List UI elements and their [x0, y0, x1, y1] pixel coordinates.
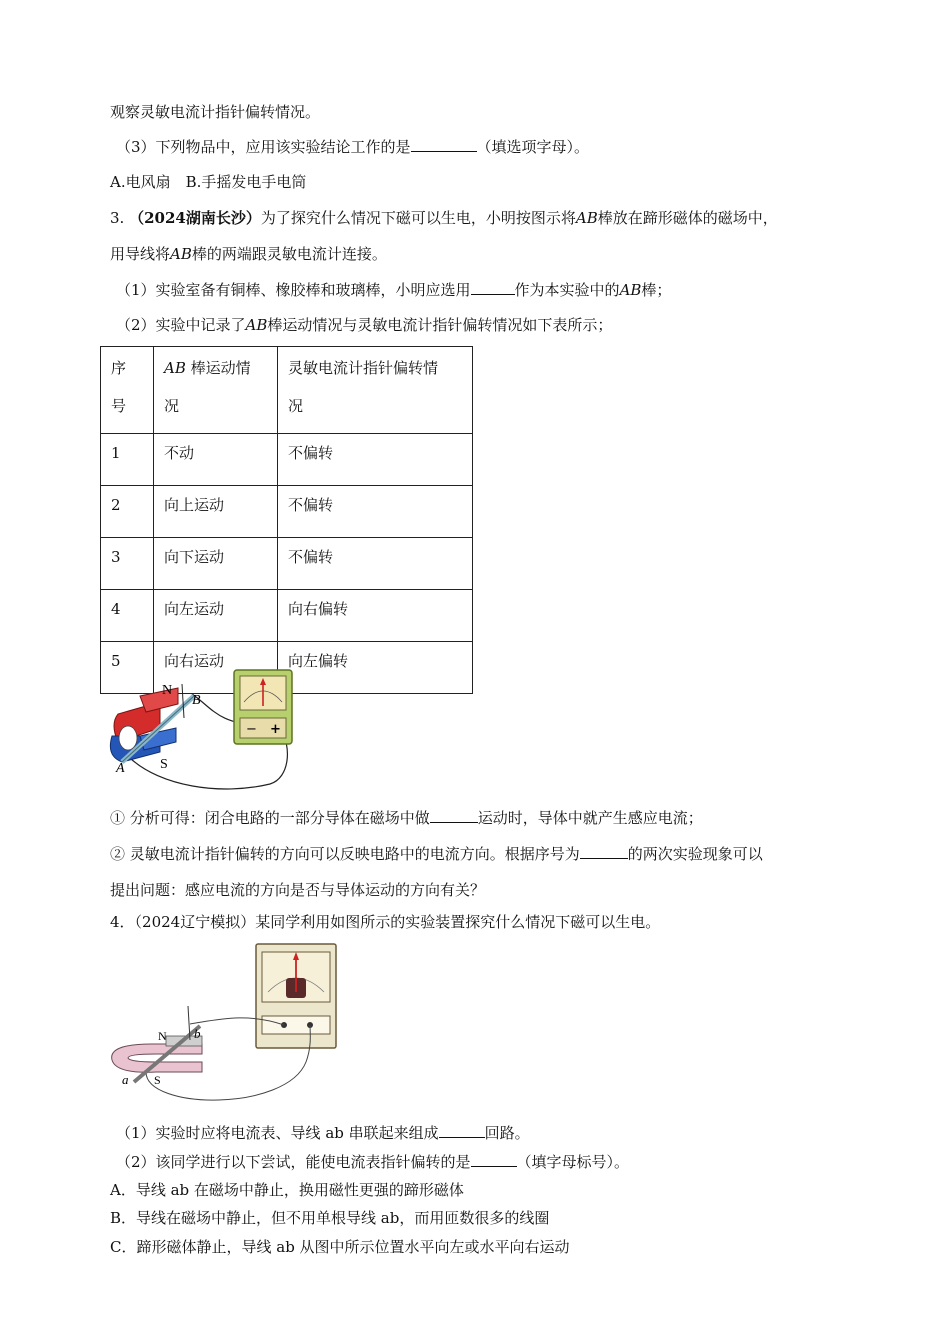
- label-s: S: [154, 1073, 161, 1087]
- minus-terminal: −: [246, 722, 257, 737]
- figure-experiment-setup: [106, 942, 346, 1114]
- label-b: b: [194, 1026, 201, 1041]
- sub2-text: 棒运动情况与灵敏电流计指针偏转情况如下表所示；: [267, 316, 613, 334]
- table-row: [101, 486, 473, 538]
- ab-label: AB: [170, 245, 192, 263]
- answer-blank[interactable]: [411, 137, 477, 152]
- sub1-prompt: （1）实验时应将电流表、导线 ab 串联起来组成: [116, 1124, 439, 1142]
- label-n: N: [158, 1029, 167, 1043]
- label-a: A: [116, 761, 125, 776]
- header-text: 况: [288, 397, 304, 415]
- table-row: [101, 590, 473, 642]
- header-seq: [101, 347, 154, 434]
- answer-blank[interactable]: [471, 1152, 517, 1167]
- pointer-line-icon: [182, 684, 184, 718]
- header-motion: [154, 347, 278, 434]
- analysis-2: [110, 843, 763, 865]
- question-3-sub3: [116, 136, 589, 158]
- cell-deflection: 向右偏转: [278, 590, 473, 642]
- answer-blank[interactable]: [439, 1123, 485, 1138]
- figure-magnet-galvanometer: [100, 666, 310, 796]
- ab-label: AB: [619, 281, 642, 299]
- q3-instruction: （填选项字母）。: [476, 138, 590, 156]
- terminal-panel-icon: [262, 1016, 330, 1034]
- answer-blank[interactable]: [580, 844, 628, 859]
- cell-deflection: 向左偏转: [278, 642, 473, 694]
- header-text: 号: [111, 397, 127, 415]
- analysis-text: 的两次实验现象可以: [627, 845, 763, 863]
- analysis-1: [110, 807, 703, 829]
- ab-label: AB: [245, 316, 268, 334]
- cell-deflection: 不偏转: [278, 486, 473, 538]
- cell-motion: 向左运动: [154, 590, 278, 642]
- text-line-observe: 观察灵敏电流计指针偏转情况。: [110, 103, 321, 121]
- table-row: [101, 538, 473, 590]
- cell-seq: 5: [101, 642, 154, 694]
- sub1-text: 作为本实验中的: [514, 281, 620, 299]
- problem-4-intro: 4．（2024辽宁模拟）某同学利用如图所示的实验装置探究什么情况下磁可以生电。: [110, 913, 661, 931]
- answer-blank[interactable]: [430, 808, 478, 823]
- magnet-north-arm-icon: [140, 688, 178, 712]
- plus-terminal: +: [270, 722, 281, 737]
- magnet-gap-icon: [119, 726, 137, 750]
- header-text: 棒运动情: [185, 359, 251, 377]
- cell-seq: 1: [101, 434, 154, 486]
- table-row: [101, 434, 473, 486]
- cell-seq: 2: [101, 486, 154, 538]
- sub2-prompt: （2）该同学进行以下尝试，能使电流表指针偏转的是: [116, 1153, 471, 1171]
- cell-deflection: 不偏转: [278, 434, 473, 486]
- cell-deflection: 不偏转: [278, 538, 473, 590]
- sub1-text: 棒；: [641, 281, 672, 299]
- problem-text: 为了探究什么情况下磁可以生电，小明按图示将: [260, 209, 576, 227]
- problem-3-intro: [110, 207, 778, 229]
- label-n: N: [162, 683, 173, 698]
- problem-4-sub2: [116, 1151, 629, 1173]
- cell-motion: 向下运动: [154, 538, 278, 590]
- analysis-text: 运动时，导体中就产生感应电流；: [477, 809, 703, 827]
- problem-source: （2024湖南长沙）: [129, 209, 261, 227]
- sub1-text: 回路。: [484, 1124, 530, 1142]
- answer-blank[interactable]: [471, 280, 515, 295]
- cell-motion: 向上运动: [154, 486, 278, 538]
- problem-3-sub2: [116, 314, 612, 336]
- sub2-prompt: （2）实验中记录了: [116, 316, 246, 334]
- q3-prompt: （3）下列物品中，应用该实验结论工作的是: [116, 138, 411, 156]
- problem-text: 棒的两端跟灵敏电流计连接。: [191, 245, 387, 263]
- header-text: 况: [164, 397, 180, 415]
- experiment-table: [100, 346, 473, 694]
- problem-3-intro-cont: [110, 243, 387, 265]
- sub2-text: （填字母标号）。: [516, 1153, 630, 1171]
- header-text: 灵敏电流计指针偏转情: [288, 359, 439, 377]
- cell-seq: 3: [101, 538, 154, 590]
- cell-seq: 4: [101, 590, 154, 642]
- label-b: B: [192, 693, 201, 708]
- header-text: AB: [164, 359, 186, 377]
- header-text: 序: [111, 359, 127, 377]
- option-b: B．导线在磁场中静止，但不用单根导线 ab，而用匝数很多的线圈: [110, 1209, 550, 1227]
- analysis-text: ① 分析可得：闭合电路的一部分导体在磁场中做: [110, 809, 430, 827]
- analysis-text: ② 灵敏电流计指针偏转的方向可以反映电路中的电流方向。根据序号为: [110, 845, 580, 863]
- label-s: S: [160, 757, 168, 772]
- q3-options: A.电风扇 B.手摇发电手电筒: [110, 173, 307, 191]
- problem-text: 棒放在蹄形磁体的磁场中，: [597, 209, 778, 227]
- ab-label: AB: [575, 209, 598, 227]
- problem-4-sub1: [116, 1122, 530, 1144]
- problem-3-sub1: [116, 279, 671, 301]
- problem-number: 3.: [110, 209, 125, 227]
- sub1-prompt: （1）实验室备有铜棒、橡胶棒和玻璃棒，小明应选用: [116, 281, 471, 299]
- option-a: A．导线 ab 在磁场中静止，换用磁性更强的蹄形磁体: [110, 1181, 464, 1199]
- cell-motion: 不动: [154, 434, 278, 486]
- horseshoe-magnet-icon: [112, 1044, 202, 1072]
- option-c: C．蹄形磁体静止，导线 ab 从图中所示位置水平向左或水平向右运动: [110, 1238, 570, 1256]
- analysis-2-cont: 提出问题：感应电流的方向是否与导体运动的方向有关？: [110, 881, 486, 899]
- cell-motion: 向右运动: [154, 642, 278, 694]
- header-deflection: [278, 347, 473, 434]
- label-a: a: [122, 1072, 129, 1087]
- problem-text: 用导线将: [110, 245, 171, 263]
- table-header-row: [101, 347, 473, 434]
